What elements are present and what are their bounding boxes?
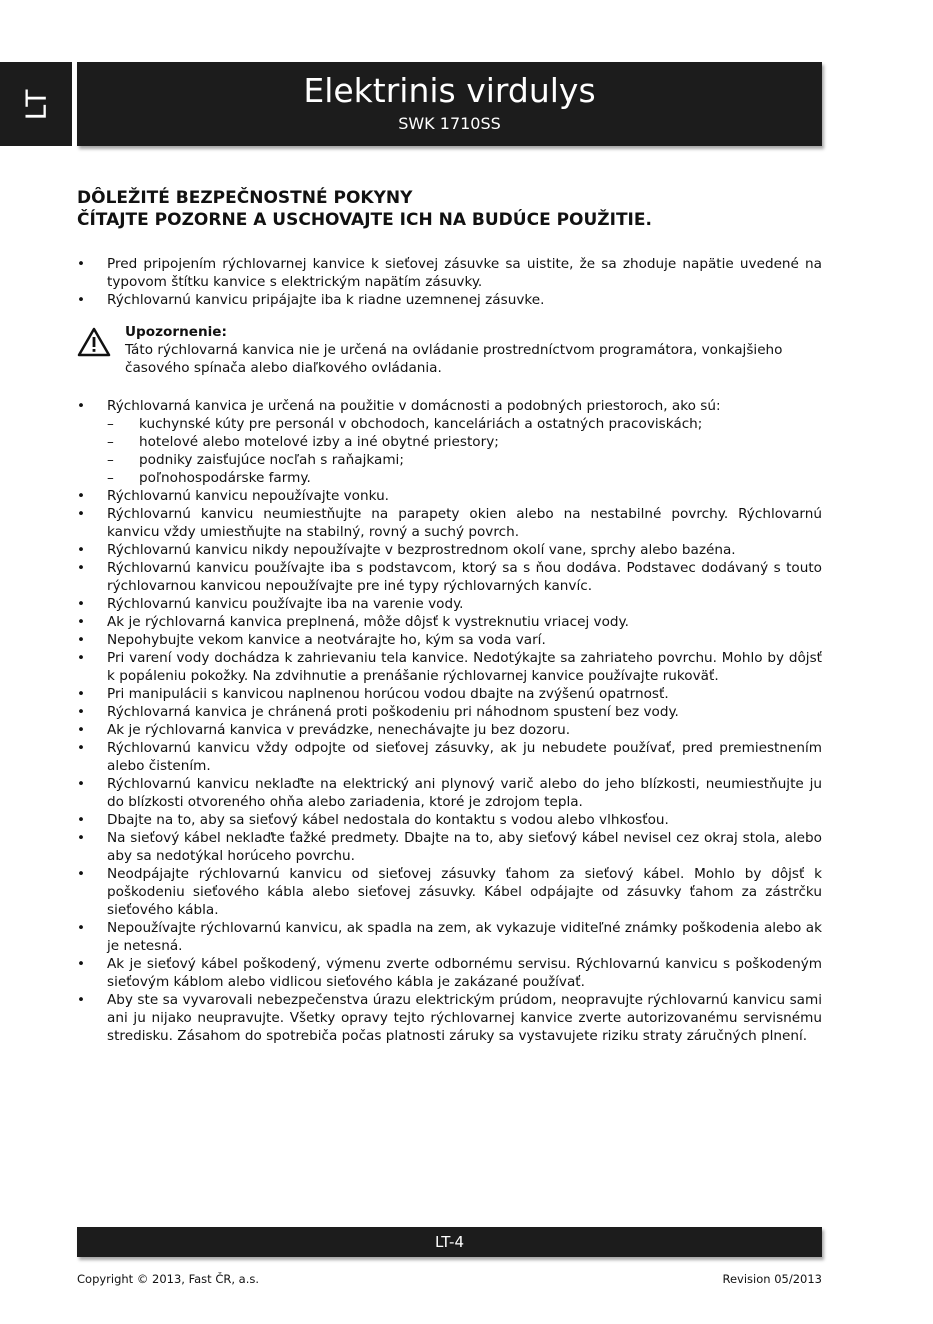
copyright-text: Copyright © 2013, Fast ČR, a.s. (77, 1272, 260, 1286)
list-item: • Rýchlovarná kanvica je chránená proti poškodeniu pri náhodnom spustení bez vody. (77, 703, 822, 721)
list-item: • Pri manipulácii s kanvicou naplnenou horúcou vodou dbajte na zvýšenú opatrnosť. (77, 685, 822, 703)
footer-bar (77, 1227, 822, 1257)
document-body (77, 187, 822, 1045)
language-tab (0, 62, 72, 146)
list-item: • Rýchlovarnú kanvicu neklaďte na elektrický ani plynový varič alebo do jeho blízkosti, neumiestňujte ju do blízkosti otvoreného ohňa alebo zariadenia, ktoré je zdrojom tepla. (77, 775, 822, 811)
sub-list-item: – podniky zaisťujúce nocľah s raňajkami; (107, 451, 822, 469)
warning-block (77, 323, 822, 377)
list-item-usage (77, 397, 822, 487)
heading-line-2: ČÍTAJTE POZORNE A USCHOVAJTE ICH NA BUDÚCE POUŽITIE. (77, 210, 652, 230)
list-item: • Ak je rýchlovarná kanvica preplnená, môže dôjsť k vystreknutiu vriacej vody. (77, 613, 822, 631)
list-item: • Rýchlovarnú kanvicu nikdy nepoužívajte v bezprostrednom okolí vane, sprchy alebo bazéna. (77, 541, 822, 559)
list-item: • Nepoužívajte rýchlovarnú kanvicu, ak spadla na zem, ak vykazuje viditeľné známky poškodenia alebo ak je netesná. (77, 919, 822, 955)
list-item: • Rýchlovarnú kanvicu používajte iba na varenie vody. (77, 595, 822, 613)
bullet-list-top (77, 255, 822, 309)
model-number: SWK 1710SS (398, 114, 501, 133)
list-item: • Rýchlovarnú kanvicu pripájajte iba k riadne uzemnenej zásuvke. (77, 291, 822, 309)
list-item: • Rýchlovarnú kanvicu nepoužívajte vonku. (77, 487, 822, 505)
heading-line-1: DÔLEŽITÉ BEZPEČNOSTNÉ POKYNY (77, 188, 413, 208)
list-item: • Ak je rýchlovarná kanvica v prevádzke, nenechávajte ju bez dozoru. (77, 721, 822, 739)
list-item: • Neodpájajte rýchlovarnú kanvicu od sieťovej zásuvky ťahom za sieťový kábel. Mohlo by dôjsť k poškodeniu sieťového kábla alebo sieťovej zásuvky. Kábel odpájajte od zásuvky ťahom za zástrčku sieťového kábla. (77, 865, 822, 919)
revision-text: Revision 05/2013 (722, 1272, 822, 1286)
usage-intro: Rýchlovarná kanvica je určená na použitie v domácnosti a podobných priestoroch, ako sú: (107, 398, 721, 414)
page-number: LT-4 (434, 1233, 465, 1251)
sub-list-item: – hotelové alebo motelové izby a iné obytné priestory; (107, 433, 822, 451)
list-item: • Na sieťový kábel neklaďte ťažké predmety. Dbajte na to, aby sieťový kábel nevisel cez okraj stola, alebo aby sa nedotýkal horúceho povrchu. (77, 829, 822, 865)
page-title: Elektrinis virdulys (303, 71, 596, 110)
usage-sublist (107, 415, 822, 487)
list-item: • Rýchlovarnú kanvicu neumiestňujte na parapety okien alebo na nestabilné povrchy. Rýchlovarnú kanvicu vždy umiestňujte na stabilný, rovný a suchý povrch. (77, 505, 822, 541)
list-item: • Pri varení vody dochádza k zahrievaniu tela kanvice. Nedotýkajte sa zahriateho povrchu. Mohlo by dôjsť k popáleniu pokožky. Na zdvihnutie a prenášanie rýchlovarnej kanvice používajte rukoväť. (77, 649, 822, 685)
sub-list-item: – poľnohospodárske farmy. (107, 469, 822, 487)
list-item: • Aby ste sa vyvarovali nebezpečenstva úrazu elektrickým prúdom, neopravujte rýchlovarnú kanvicu sami ani ju nijako neupravujte. Všetky opravy tejto rýchlovarnej kanvice zverte autorizovanému servisnému stredisku. Zásahom do spotrebiča počas platnosti záruky sa vystavujete riziku straty záručných plnení. (77, 991, 822, 1045)
list-item: • Rýchlovarnú kanvicu používajte iba s podstavcom, ktorý sa s ňou dodáva. Podstavec dodávaný s touto rýchlovarnou kanvicou nepoužívajte pre iné typy rýchlovarných kanvíc. (77, 559, 822, 595)
bullet-list-main (77, 397, 822, 1045)
list-item: • Dbajte na to, aby sa sieťový kábel nedostala do kontaktu s vodou alebo vlhkosťou. (77, 811, 822, 829)
list-item: • Rýchlovarnú kanvicu vždy odpojte od sieťovej zásuvky, ak ju nebudete používať, pred premiestnením alebo čistením. (77, 739, 822, 775)
warning-title: Upozornenie: (125, 324, 227, 340)
sub-list-item: – kuchynské kúty pre personál v obchodoch, kanceláriách a ostatných pracoviskách; (107, 415, 822, 433)
warning-text: Táto rýchlovarná kanvica nie je určená na ovládanie prostredníctvom programátora, vonkajšieho časového spínača alebo diaľkového ovládania. (125, 342, 783, 376)
warning-triangle-icon (77, 327, 111, 357)
list-item: • Nepohybujte vekom kanvice a neotvárajte ho, kým sa voda varí. (77, 631, 822, 649)
list-item: • Ak je sieťový kábel poškodený, výmenu zverte odbornému servisu. Rýchlovarnú kanvicu s poškodeným sieťovým káblom alebo vidlicou sieťového kábla je zakázané používať. (77, 955, 822, 991)
language-label: LT (19, 87, 53, 121)
list-item: • Pred pripojením rýchlovarnej kanvice k sieťovej zásuvke sa uistite, že sa zhoduje napätie uvedené na typovom štítku kanvice s elektrickým napätím zásuvky. (77, 255, 822, 291)
section-heading (77, 187, 822, 231)
header-bar (77, 62, 822, 146)
